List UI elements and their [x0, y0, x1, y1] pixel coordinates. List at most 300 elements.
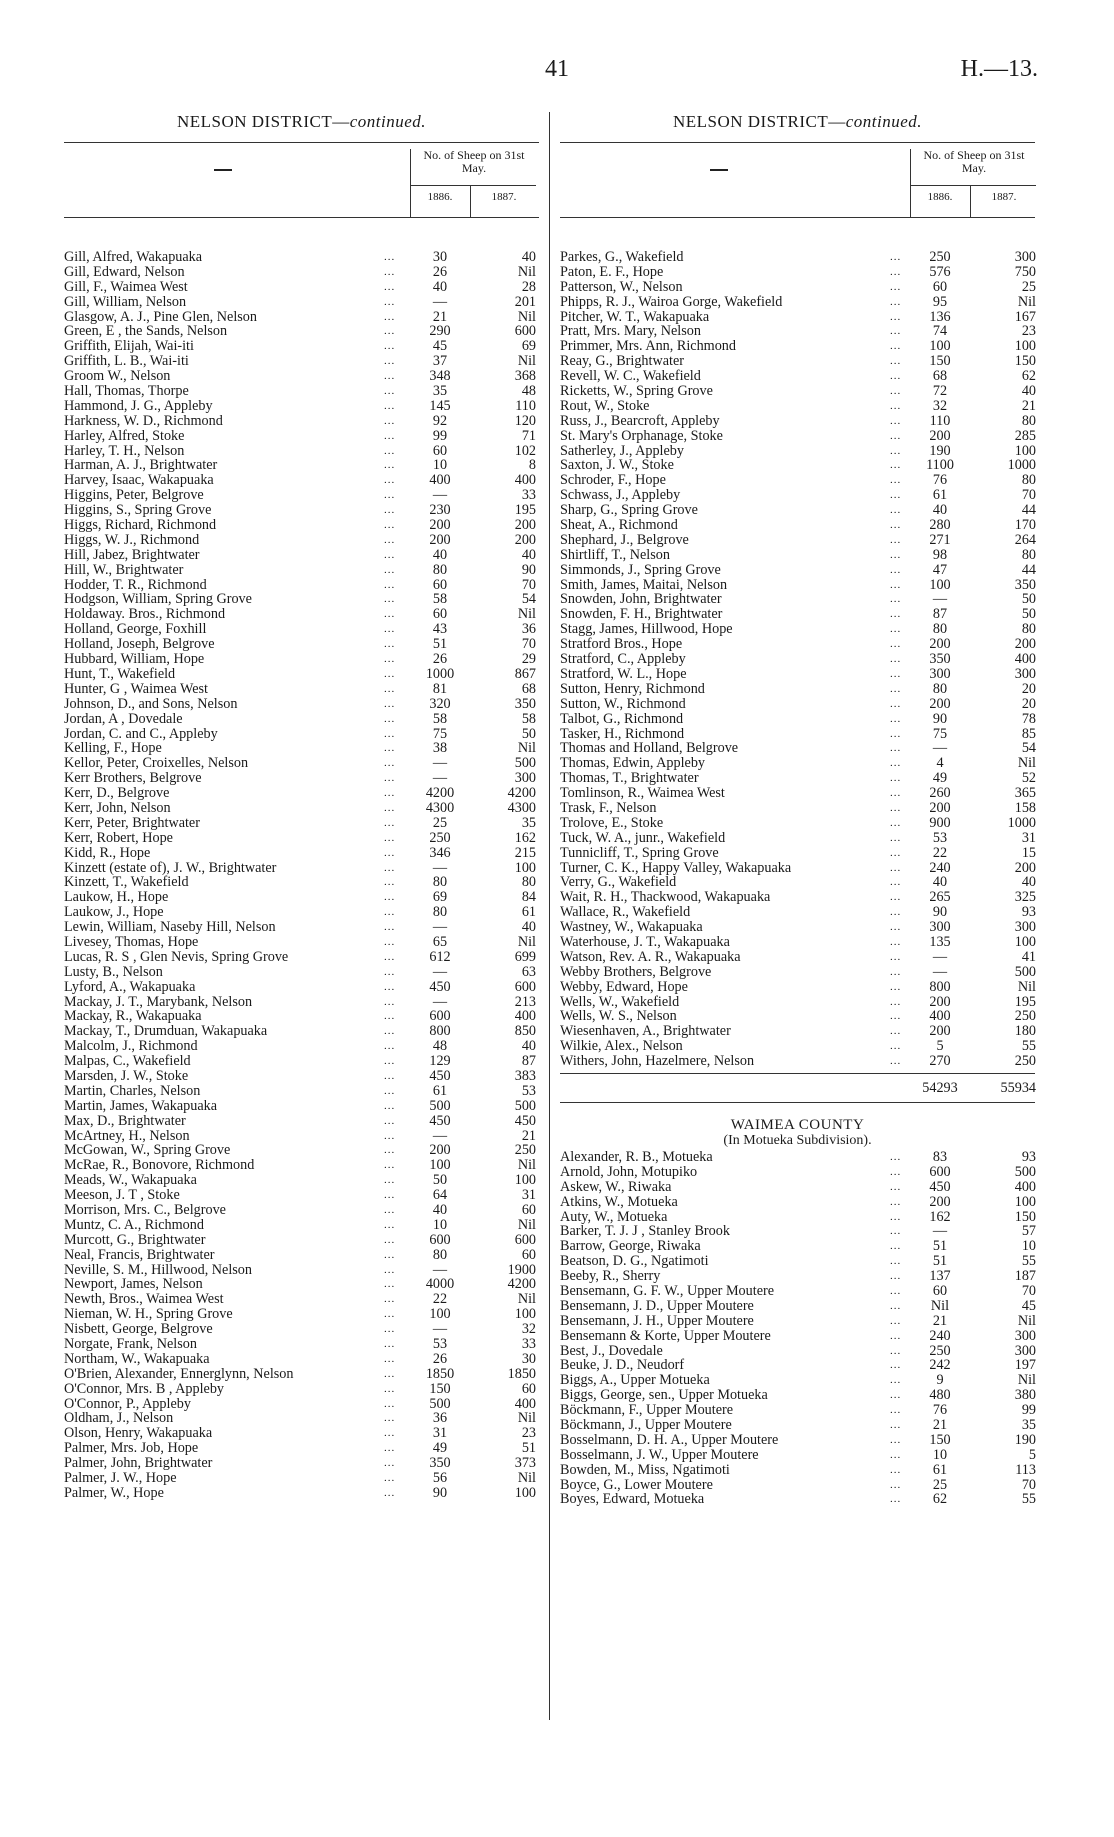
table-row: [560, 1054, 1035, 1069]
leader-dots: ...: [890, 742, 902, 755]
total-1886: 54293: [922, 1079, 958, 1096]
sheep-1887: 400: [514, 1008, 536, 1025]
sheep-1886: 45: [432, 338, 448, 355]
leader-dots: ...: [890, 772, 902, 785]
leader-dots: ...: [384, 504, 396, 517]
sheep-1886: 242: [929, 1357, 951, 1374]
owner-name: Kerr, John, Nelson: [64, 800, 171, 816]
sheep-1887: 195: [514, 502, 536, 519]
sheep-1886: 600: [429, 1231, 451, 1248]
sheep-1887: 41: [1021, 948, 1036, 965]
leader-dots: ...: [384, 519, 396, 532]
owner-name: Saxton, J. W., Stoke: [560, 458, 674, 474]
sheep-1886: —: [932, 948, 948, 965]
sheep-1886: 350: [429, 1455, 451, 1472]
table-row: [64, 458, 539, 473]
table-row: [64, 980, 539, 995]
owner-name: Northam, W., Wakapuaka: [64, 1351, 210, 1367]
leader-dots: ...: [384, 1367, 396, 1380]
owner-name: Wallace, R., Wakefield: [560, 905, 691, 921]
sheep-1886: 51: [432, 636, 448, 653]
sheep-1887: 150: [1014, 1208, 1036, 1225]
table-row: [560, 741, 1035, 756]
sheep-1887: 158: [1014, 799, 1036, 816]
sheep-1887: 300: [1014, 1342, 1036, 1359]
owner-name: Snowden, John, Brightwater: [560, 592, 722, 608]
owner-name: Newport, James, Nelson: [64, 1277, 203, 1293]
leader-dots: ...: [890, 504, 902, 517]
leader-dots: ...: [890, 787, 902, 800]
sheep-1887: Nil: [517, 308, 536, 325]
owner-name: Beeby, R., Sherry: [560, 1269, 661, 1284]
sheep-1886: 25: [932, 1476, 948, 1493]
table-row: [64, 727, 539, 742]
sheep-1886: 271: [929, 531, 951, 548]
sheep-1886: 100: [429, 1306, 451, 1323]
sheep-1886: 58: [432, 591, 448, 608]
leader-dots: ...: [384, 1218, 396, 1231]
leader-dots: ...: [890, 995, 902, 1008]
sheep-1886: 800: [429, 1023, 451, 1040]
sheep-1886: 200: [429, 517, 451, 534]
table-row: [64, 935, 539, 950]
owner-name: Beatson, D. G., Ngatimoti: [560, 1254, 709, 1270]
leader-dots: ...: [890, 340, 902, 353]
sheep-1886: 32: [932, 397, 948, 414]
leader-dots: ...: [890, 474, 902, 487]
owner-name: O'Brien, Alexander, Ennerglynn, Nelson: [64, 1366, 294, 1382]
sheep-1886: —: [932, 740, 948, 757]
sheep-1887: 365: [1014, 785, 1036, 802]
sheep-1887: 250: [514, 1142, 536, 1159]
sheep-1887: 113: [1015, 1461, 1036, 1478]
leader-dots: ...: [384, 563, 396, 576]
leader-dots: ...: [384, 1486, 396, 1499]
table-row: [64, 1114, 539, 1129]
sheep-1887: 53: [521, 1082, 536, 1099]
owner-name: Pitcher, W. T., Wakapuaka: [560, 309, 710, 325]
leader-dots: ...: [384, 414, 396, 427]
table-row: [560, 831, 1035, 846]
leader-dots: ...: [890, 1463, 902, 1476]
leader-dots: ...: [890, 355, 902, 368]
owner-name: Turner, C. K., Happy Valley, Wakapuaka: [560, 860, 792, 876]
table-row: [560, 846, 1035, 861]
owner-name: Hill, Jabez, Brightwater: [64, 547, 200, 563]
sheep-1886: 200: [929, 636, 951, 653]
sheep-1886: 60: [432, 576, 448, 593]
owner-name: Wiesenhaven, A., Brightwater: [560, 1024, 731, 1040]
owner-name: Watson, Rev. A. R., Wakapuaka: [560, 949, 741, 965]
name-column-dash: [710, 169, 728, 171]
owner-name: Tomlinson, R., Waimea West: [560, 786, 725, 801]
table-row: [64, 295, 539, 310]
owner-name: Johnson, D., and Sons, Nelson: [64, 696, 238, 712]
owner-name: Bensemann & Korte, Upper Moutere: [560, 1328, 771, 1344]
table-row: [560, 488, 1035, 503]
table-row: [560, 727, 1035, 742]
sheep-1887: 400: [514, 1395, 536, 1412]
table-row: [560, 1150, 1035, 1165]
sheep-1887: 30: [521, 1350, 536, 1367]
leader-dots: ...: [384, 1293, 396, 1306]
sheep-1886: 92: [432, 412, 448, 429]
table-row: [560, 965, 1035, 980]
sheep-1886: 250: [929, 1342, 951, 1359]
sheep-1887: 100: [1014, 442, 1036, 459]
table-row: [64, 1471, 539, 1486]
leader-dots: ...: [890, 533, 902, 546]
table-row: [560, 280, 1035, 295]
sheep-1887: 40: [521, 249, 536, 265]
sheep-1887: 500: [514, 1097, 536, 1114]
sheep-1887: 80: [1021, 412, 1036, 429]
sheep-1886: 5: [936, 1038, 944, 1055]
table-row: [560, 310, 1035, 325]
sheep-1887: 85: [1021, 725, 1036, 742]
owner-name: Parkes, G., Wakefield: [560, 250, 684, 265]
sheep-1886: 40: [932, 874, 948, 891]
sheep-1886: —: [932, 1223, 948, 1240]
sheep-1886: 1100: [926, 457, 954, 474]
table-row: [64, 831, 539, 846]
sheep-1887: 200: [514, 517, 536, 534]
sheep-1886: 43: [432, 621, 448, 638]
sheep-1886: 200: [929, 427, 951, 444]
table-row: [560, 1024, 1035, 1039]
sheep-1886: 135: [929, 933, 951, 950]
leader-dots: ...: [890, 891, 902, 904]
table-row: [64, 384, 539, 399]
leader-dots: ...: [890, 444, 902, 457]
owner-name: Griffith, Elijah, Wai-iti: [64, 339, 194, 355]
sheep-1886: 35: [432, 383, 448, 400]
owner-name: Snowden, F. H., Brightwater: [560, 607, 723, 623]
leader-dots: ...: [890, 1010, 902, 1023]
table-row: [64, 1099, 539, 1114]
table-row: [560, 1478, 1035, 1493]
leader-dots: ...: [384, 801, 396, 814]
owner-name: Neal, Francis, Brightwater: [64, 1247, 215, 1263]
table-row: [64, 592, 539, 607]
sheep-1886: 72: [932, 383, 948, 400]
owner-name: Paton, E. F., Hope: [560, 264, 664, 280]
sheep-1886: 38: [432, 740, 448, 757]
sheep-1886: 280: [929, 517, 951, 534]
sheep-1887: 110: [515, 397, 536, 414]
leader-dots: ...: [384, 1114, 396, 1127]
table-row: [64, 816, 539, 831]
leader-dots: ...: [384, 1278, 396, 1291]
table-row: [64, 1203, 539, 1218]
owner-name: Verry, G., Wakefield: [560, 875, 677, 891]
owner-name: Kelling, F., Hope: [64, 741, 162, 757]
sheep-1887: 250: [1014, 1008, 1036, 1025]
table-row: [64, 1054, 539, 1069]
sheep-1887: 264: [1014, 531, 1036, 548]
owner-name: Malpas, C., Wakefield: [64, 1054, 191, 1069]
owner-name: Kerr Brothers, Belgrove: [64, 771, 202, 787]
sheep-1886: 90: [932, 710, 948, 727]
sheep-1887: 350: [1014, 576, 1036, 593]
leader-dots: ...: [384, 355, 396, 368]
sheep-1887: 100: [514, 1172, 536, 1189]
sheep-1886: 450: [429, 978, 451, 995]
sheep-1886: 162: [929, 1208, 951, 1225]
table-row: [560, 652, 1035, 667]
owner-name: Schroder, F., Hope: [560, 473, 666, 489]
sheep-1887: 300: [514, 770, 536, 787]
leader-dots: ...: [384, 921, 396, 934]
sheep-1887: 78: [1021, 710, 1036, 727]
sheep-1886: —: [432, 919, 448, 936]
sheep-1887: 36: [521, 621, 536, 638]
owner-name: Oldham, J., Nelson: [64, 1411, 174, 1427]
sheep-1886: —: [432, 293, 448, 310]
sheep-1887: 63: [521, 963, 536, 980]
leader-dots: ...: [384, 578, 396, 591]
sheep-1887: 190: [1014, 1431, 1036, 1448]
leader-dots: ...: [890, 965, 902, 978]
leader-dots: ...: [384, 399, 396, 412]
sheep-1887: 93: [1021, 1148, 1036, 1165]
owner-name: Bensemann, J. D., Upper Moutere: [560, 1298, 754, 1314]
sheep-1886: 4200: [425, 785, 455, 802]
owner-name: Stagg, James, Hillwood, Hope: [560, 622, 733, 638]
leader-dots: ...: [384, 697, 396, 710]
table-row: [64, 607, 539, 622]
table-row: [560, 578, 1035, 593]
leader-dots: ...: [384, 980, 396, 993]
sheep-1887: 1850: [507, 1365, 536, 1382]
owner-name: Kerr, D., Belgrove: [64, 786, 170, 801]
owner-name: Hammond, J. G., Appleby: [64, 398, 213, 414]
owner-name: Palmer, Mrs. Job, Hope: [64, 1441, 199, 1457]
leader-dots: ...: [384, 623, 396, 636]
sheep-1886: —: [432, 993, 448, 1010]
sheep-1886: 600: [929, 1163, 951, 1180]
table-row: [560, 592, 1035, 607]
sheep-1886: 65: [432, 933, 448, 950]
table-row: [64, 280, 539, 295]
owner-name: Wells, W. S., Nelson: [560, 1009, 677, 1025]
table-row: [560, 1403, 1035, 1418]
owner-name: Auty, W., Motueka: [560, 1209, 668, 1225]
sheep-1887: 170: [1014, 517, 1036, 534]
table-row: [64, 1143, 539, 1158]
left-year-1886: 1886.: [427, 191, 453, 203]
table-row: [560, 1344, 1035, 1359]
sheep-1887: 300: [1014, 665, 1036, 682]
sheep-1886: 348: [429, 368, 451, 385]
leader-dots: ...: [890, 578, 902, 591]
right-column: [560, 112, 1035, 1507]
leader-dots: ...: [890, 1404, 902, 1417]
sheep-1887: 100: [1014, 933, 1036, 950]
table-row: [64, 861, 539, 876]
sheep-1887: 20: [1021, 695, 1036, 712]
sheep-1887: 50: [1021, 591, 1036, 608]
table-row: [64, 473, 539, 488]
leader-dots: ...: [384, 638, 396, 651]
leader-dots: ...: [384, 757, 396, 770]
section-title: WAIMEA COUNTY: [730, 1116, 865, 1133]
owner-name: Wastney, W., Wakapuaka: [560, 920, 703, 935]
sheep-1887: 15: [1021, 844, 1036, 861]
sheep-1887: 68: [521, 680, 536, 697]
leader-dots: ...: [384, 1069, 396, 1082]
owner-name: Hubbard, William, Hope: [64, 652, 205, 667]
leader-dots: ...: [384, 772, 396, 785]
leader-dots: ...: [890, 1493, 902, 1506]
sheep-1886: 75: [432, 725, 448, 742]
sheep-1886: 76: [932, 472, 948, 489]
sheep-1886: 480: [929, 1387, 951, 1404]
leader-dots: ...: [384, 1159, 396, 1172]
table-row: [560, 1284, 1035, 1299]
sheep-1887: 23: [1021, 323, 1036, 340]
sheep-1887: 300: [1014, 919, 1036, 936]
table-row: [64, 756, 539, 771]
owner-name: Atkins, W., Motueka: [560, 1194, 678, 1210]
sheep-1886: 51: [932, 1253, 948, 1270]
table-row: [560, 682, 1035, 697]
leader-dots: ...: [890, 1180, 902, 1193]
table-row: [560, 756, 1035, 771]
left-heading-text: NELSON DISTRICT—: [176, 112, 350, 131]
owner-name: Tuck, W. A., junr., Wakefield: [560, 830, 726, 846]
sheep-1886: 98: [932, 546, 948, 563]
table-row: [64, 548, 539, 563]
sheep-1887: Nil: [1017, 755, 1036, 772]
table-row: [64, 1039, 539, 1054]
owner-name: Bosselmann, J. W., Upper Moutere: [560, 1447, 759, 1463]
sheep-1887: 60: [521, 1202, 536, 1218]
table-row: [560, 563, 1035, 578]
owner-name: Shephard, J., Belgrove: [560, 532, 689, 548]
leader-dots: ...: [890, 489, 902, 502]
leader-dots: ...: [890, 1285, 902, 1297]
owner-name: Biggs, George, sen., Upper Motueka: [560, 1388, 768, 1404]
leader-dots: ...: [384, 1189, 396, 1202]
owner-name: Meeson, J. T , Stoke: [64, 1188, 180, 1203]
leader-dots: ...: [890, 1225, 902, 1238]
sheep-1887: 87: [521, 1053, 536, 1070]
table-row: [560, 816, 1035, 831]
sheep-1887: 70: [521, 636, 536, 653]
leader-dots: ...: [384, 265, 396, 278]
owner-name: Nieman, W. H., Spring Grove: [64, 1307, 233, 1323]
table-row: [64, 1277, 539, 1292]
owner-name: Stratford, W. L., Hope: [560, 666, 687, 682]
owner-name: Martin, James, Wakapuaka: [64, 1098, 218, 1114]
table-row: [560, 950, 1035, 965]
sheep-1886: 270: [929, 1053, 951, 1070]
table-row: [560, 1358, 1035, 1373]
sheep-1886: 290: [429, 323, 451, 340]
owner-name: Holland, Joseph, Belgrove: [64, 637, 215, 653]
leader-dots: ...: [384, 533, 396, 546]
sheep-1887: 45: [1021, 1297, 1036, 1314]
table-row: [560, 1180, 1035, 1195]
sheep-1887: 48: [521, 383, 536, 400]
owner-name: Neville, S. M., Hillwood, Nelson: [64, 1262, 252, 1278]
leader-dots: ...: [384, 548, 396, 561]
sheep-1887: 150: [1014, 353, 1036, 370]
sheep-1887: 197: [1014, 1357, 1036, 1374]
table-row: [560, 1009, 1035, 1024]
right-rows: [560, 250, 1035, 1069]
sheep-1887: Nil: [517, 1291, 536, 1308]
total-1887: 55934: [1000, 1079, 1036, 1096]
leader-dots: ...: [384, 787, 396, 800]
sheep-1886: 36: [432, 1410, 448, 1427]
sheep-1886: 26: [432, 651, 448, 668]
table-row: [64, 563, 539, 578]
owner-name: Boyes, Edward, Motueka: [560, 1492, 705, 1508]
year-divider: [470, 185, 471, 217]
owner-name: Böckmann, J., Upper Moutere: [560, 1418, 732, 1433]
sheep-1886: 47: [932, 561, 948, 578]
table-row: [64, 1069, 539, 1084]
table-row: [64, 265, 539, 280]
leader-dots: ...: [890, 1165, 902, 1178]
owner-name: Livesey, Thomas, Hope: [64, 934, 199, 950]
owner-name: Jordan, A , Dovedale: [64, 711, 183, 727]
left-year-1887: 1887.: [491, 191, 517, 203]
table-row: [64, 771, 539, 786]
sheep-1887: Nil: [1017, 293, 1036, 310]
left-column: [64, 112, 539, 1501]
sheep-1887: 80: [1021, 472, 1036, 489]
owner-name: Gill, F., Waimea West: [64, 279, 188, 295]
table-row: [64, 652, 539, 667]
table-row: [64, 1233, 539, 1248]
sheep-1886: 129: [429, 1053, 451, 1070]
sheep-1886: 25: [432, 814, 448, 831]
table-row: [64, 578, 539, 593]
table-row: [560, 1463, 1035, 1478]
owner-name: Thomas and Holland, Belgrove: [560, 741, 739, 757]
owner-name: Glasgow, A. J., Pine Glen, Nelson: [64, 309, 257, 325]
leader-dots: ...: [890, 638, 902, 651]
sheep-1887: 60: [521, 1380, 536, 1397]
leader-dots: ...: [384, 1412, 396, 1425]
owner-name: Groom W., Nelson: [64, 369, 171, 385]
sheep-1887: 28: [521, 278, 536, 295]
table-row: [560, 414, 1035, 429]
table-row: [64, 1322, 539, 1337]
owner-name: Smith, James, Maitai, Nelson: [560, 577, 728, 593]
sheep-1887: 35: [521, 814, 536, 831]
sheep-1887: 8: [528, 457, 536, 474]
leader-dots: ...: [890, 801, 902, 814]
leader-dots: ...: [384, 816, 396, 829]
sheep-1887: 100: [1014, 1193, 1036, 1210]
owner-name: Martin, Charles, Nelson: [64, 1083, 201, 1099]
leader-dots: ...: [384, 370, 396, 383]
leader-dots: ...: [384, 325, 396, 338]
owner-name: Norgate, Frank, Nelson: [64, 1337, 197, 1352]
sheep-1887: 33: [521, 1336, 536, 1353]
sheep-1887: 44: [1021, 561, 1036, 578]
leader-dots: ...: [890, 757, 902, 770]
leader-dots: ...: [890, 1240, 902, 1253]
table-row: [560, 399, 1035, 414]
sheep-1886: 62: [932, 1491, 948, 1508]
sheep-1886: 300: [929, 665, 951, 682]
section-subtitle: (In Motueka Subdivision).: [723, 1132, 872, 1148]
